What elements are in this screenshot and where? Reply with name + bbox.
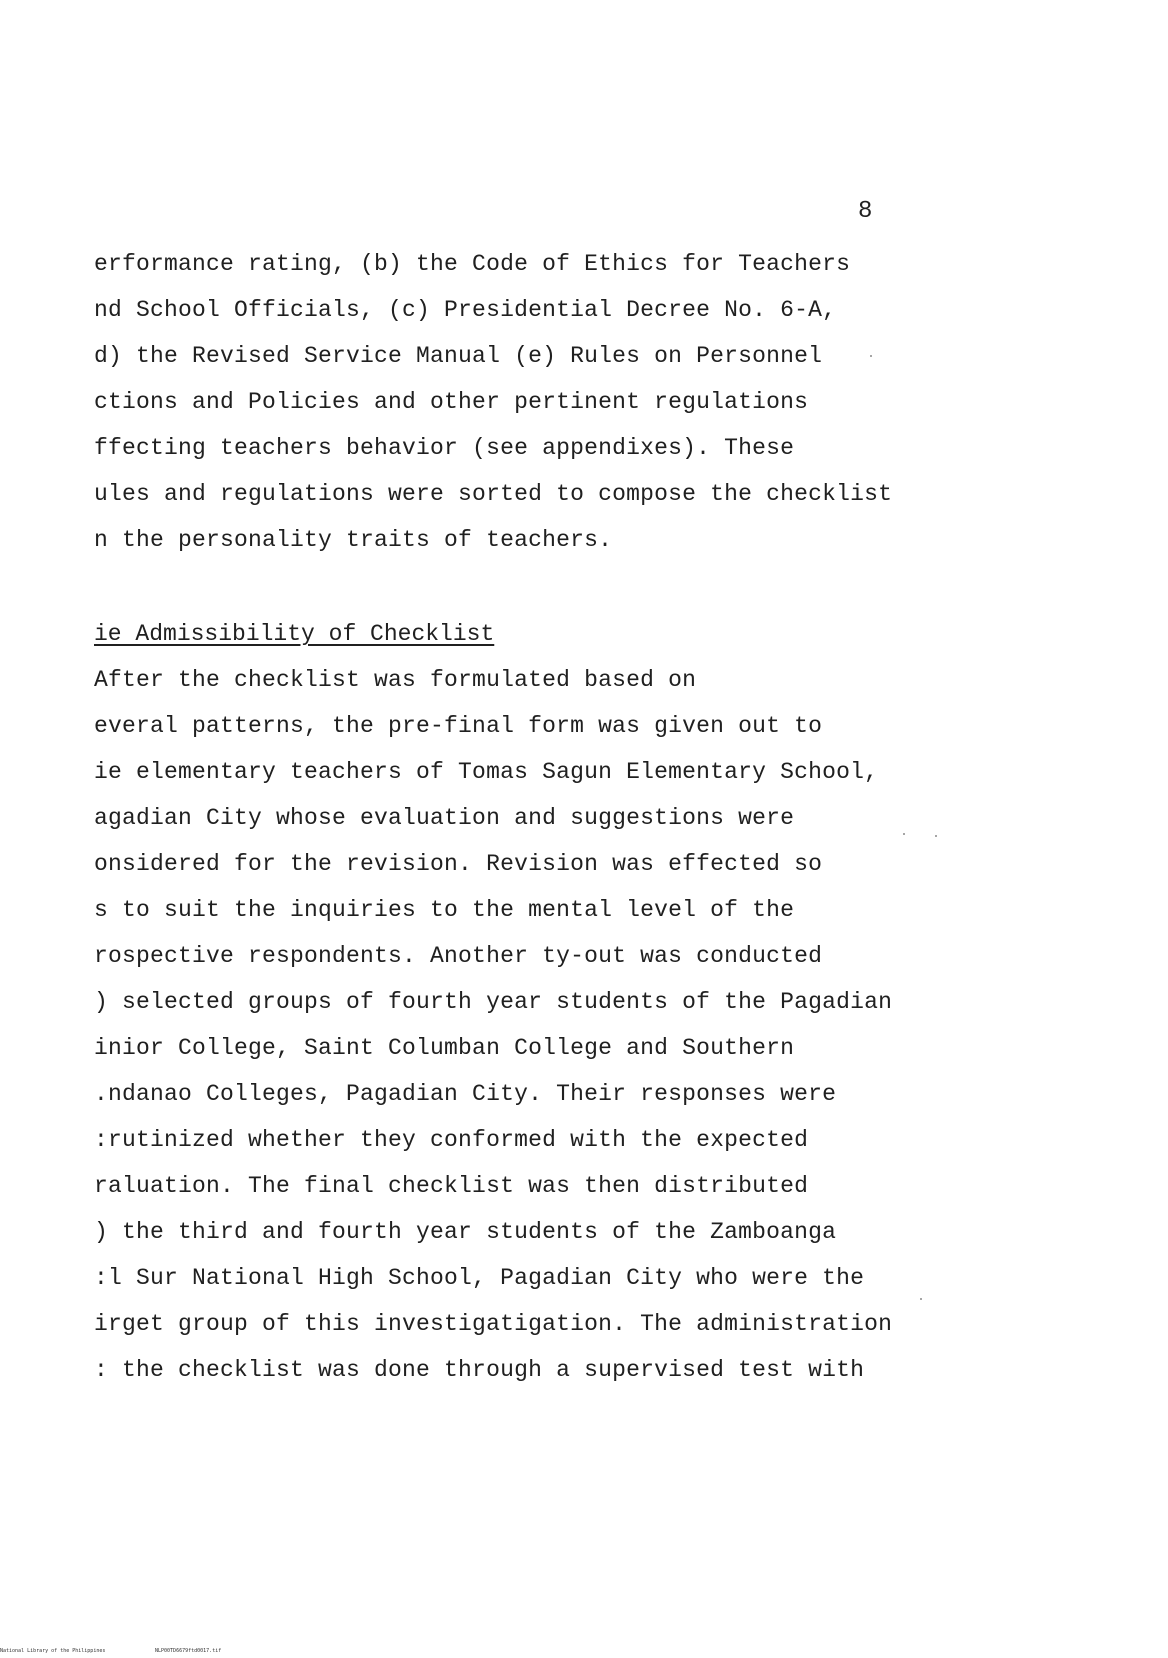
paragraph2-line-14: :l Sur National High School, Pagadian City who were the bbox=[94, 1265, 865, 1291]
paragraph2-line-2: everal patterns, the pre-final form was given out to bbox=[94, 713, 823, 739]
paragraph2-line-3: ie elementary teachers of Tomas Sagun Elementary School, bbox=[94, 759, 879, 785]
paragraph1-line-3: d) the Revised Service Manual (e) Rules on Personnel bbox=[94, 343, 823, 369]
paragraph2-line-11: :rutinized whether they conformed with the expected bbox=[94, 1127, 809, 1153]
paragraph2-line-9: inior College, Saint Columban College and Southern bbox=[94, 1035, 795, 1061]
paragraph2-line-4: agadian City whose evaluation and suggestions were bbox=[94, 805, 795, 831]
scan-speck bbox=[903, 833, 905, 835]
footer-library-name: National Library of the Philippines bbox=[0, 1648, 106, 1654]
paragraph2-line-12: raluation. The final checklist was then distributed bbox=[94, 1173, 809, 1199]
paragraph1-line-7: n the personality traits of teachers. bbox=[94, 527, 613, 553]
section-heading: ie Admissibility of Checklist bbox=[94, 621, 495, 647]
scan-speck bbox=[870, 355, 872, 357]
paragraph1-line-5: ffecting teachers behavior (see appendixes). These bbox=[94, 435, 795, 461]
paragraph1-line-6: ules and regulations were sorted to compose the checklist bbox=[94, 481, 893, 507]
paragraph1-line-4: ctions and Policies and other pertinent regulations bbox=[94, 389, 809, 415]
paragraph2-line-7: rospective respondents. Another ty-out was conducted bbox=[94, 943, 823, 969]
paragraph1-line-2: nd School Officials, (c) Presidential Decree No. 6-A, bbox=[94, 297, 837, 323]
scan-speck bbox=[935, 835, 937, 837]
paragraph2-line-6: s to suit the inquiries to the mental level of the bbox=[94, 897, 795, 923]
paragraph2-line-15: irget group of this investigatigation. The administration bbox=[94, 1311, 893, 1337]
paragraph2-line-13: ) the third and fourth year students of the Zamboanga bbox=[94, 1219, 837, 1245]
paragraph1-line-1: erformance rating, (b) the Code of Ethics for Teachers bbox=[94, 251, 851, 277]
paragraph2-line-1: After the checklist was formulated based on bbox=[94, 667, 697, 693]
paragraph2-line-16: : the checklist was done through a supervised test with bbox=[94, 1357, 865, 1383]
footer-file-name: NLP00TD6679ftd0017.tif bbox=[155, 1648, 222, 1654]
paragraph2-line-10: .ndanao Colleges, Pagadian City. Their responses were bbox=[94, 1081, 837, 1107]
paragraph2-line-8: ) selected groups of fourth year students of the Pagadian bbox=[94, 989, 893, 1015]
page-number: 8 bbox=[858, 198, 873, 225]
scan-speck bbox=[920, 1298, 922, 1300]
paragraph2-line-5: onsidered for the revision. Revision was effected so bbox=[94, 851, 823, 877]
